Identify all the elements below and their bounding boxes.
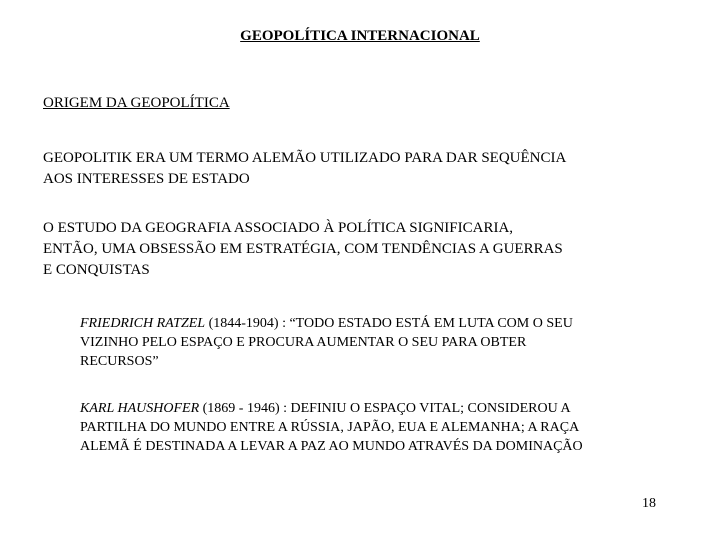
- quote-haushofer: [80, 399, 700, 456]
- slide-title: GEOPOLÍTICA INTERNACIONAL: [240, 28, 480, 44]
- quote-text: (1844-1904) : “TODO ESTADO ESTÁ EM LUTA COM O SEU: [205, 316, 573, 331]
- paragraph-geografia: [43, 218, 718, 281]
- quote-line: [80, 314, 700, 333]
- quote-line: ALEMÃ É DESTINADA A LEVAR A PAZ AO MUNDO ATRAVÉS DA DOMINAÇÃO: [80, 439, 583, 454]
- quote-line: VIZINHO PELO ESPAÇO E PROCURA AUMENTAR O SEU PARA OBTER: [80, 335, 527, 350]
- author-name: FRIEDRICH RATZEL: [80, 316, 206, 331]
- quote-ratzel: [80, 314, 700, 371]
- quote-line: [80, 399, 700, 418]
- author-name: KARL HAUSHOFER: [80, 401, 200, 416]
- paragraph-geopolitik: [43, 148, 718, 190]
- quote-line: RECURSOS”: [80, 354, 159, 369]
- page-number: 18: [642, 496, 656, 511]
- paragraph-line: AOS INTERESSES DE ESTADO: [43, 171, 250, 187]
- quote-text: (1869 - 1946) : DEFINIU O ESPAÇO VITAL; CONSIDEROU A: [199, 401, 571, 416]
- paragraph-line: ENTÃO, UMA OBSESSÃO EM ESTRATÉGIA, COM TENDÊNCIAS A GUERRAS: [43, 241, 563, 257]
- paragraph-line: E CONQUISTAS: [43, 262, 150, 278]
- section-heading: ORIGEM DA GEOPOLÍTICA: [43, 95, 230, 111]
- quote-line: PARTILHA DO MUNDO ENTRE A RÚSSIA, JAPÃO, EUA E ALEMANHA; A RAÇA: [80, 420, 580, 435]
- paragraph-line: GEOPOLITIK ERA UM TERMO ALEMÃO UTILIZADO PARA DAR SEQUÊNCIA: [43, 150, 567, 166]
- paragraph-line: O ESTUDO DA GEOGRAFIA ASSOCIADO À POLÍTICA SIGNIFICARIA,: [43, 220, 514, 236]
